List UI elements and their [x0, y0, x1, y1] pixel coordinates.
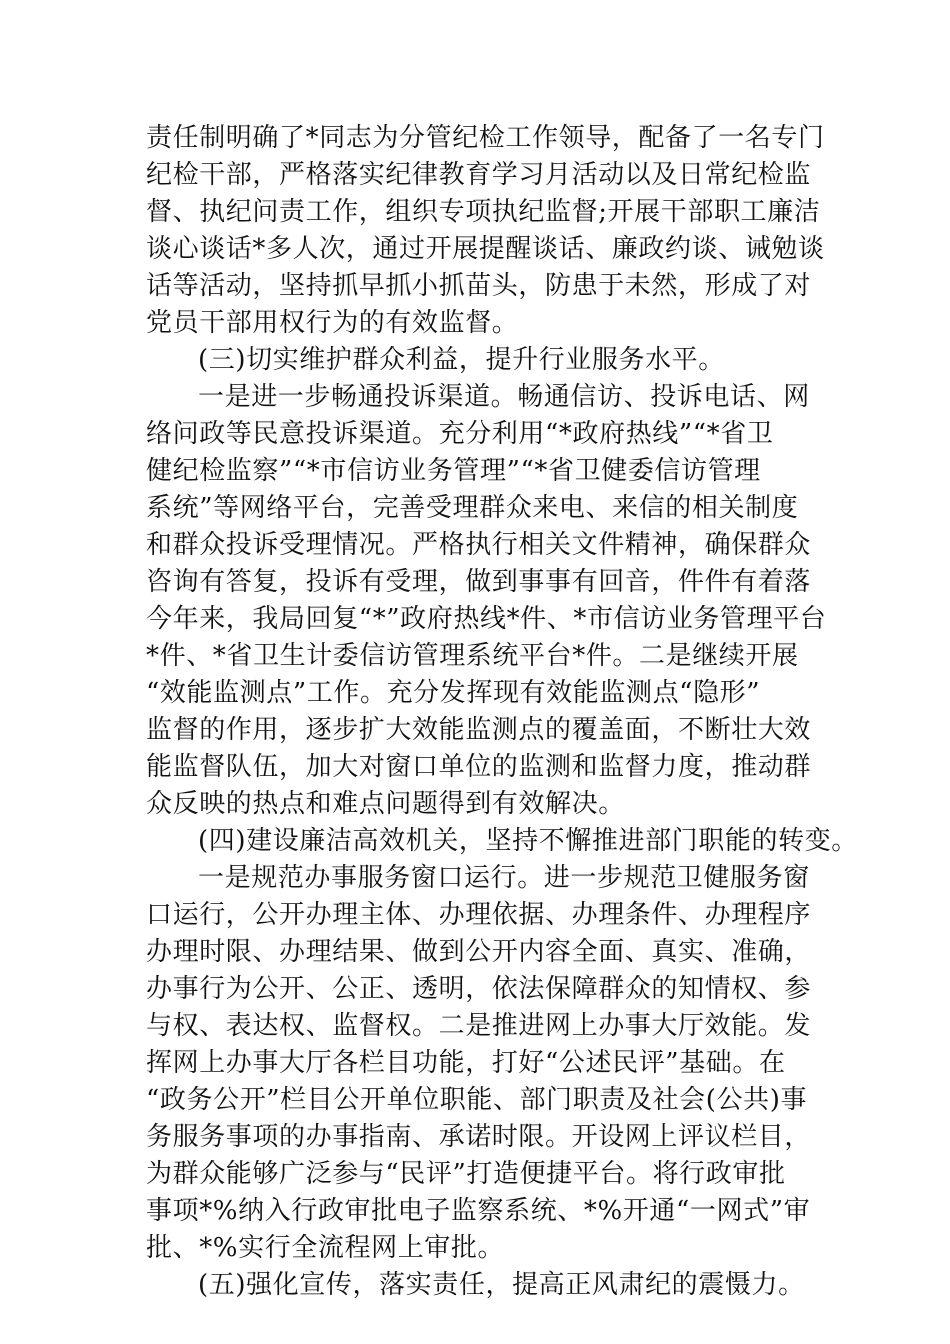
text-line: 与权、表达权、监督权。二是推进网上办事大厅效能。发: [146, 1011, 812, 1041]
text-line: *件、*省卫生计委信访管理系统平台*件。二是继续开展: [146, 641, 799, 671]
text-line: 一是规范办事服务窗口运行。进一步规范卫健服务窗: [198, 863, 810, 893]
text-line: 众反映的热点和难点问题得到有效解决。: [146, 789, 625, 819]
text-line: 督、执纪问责工作，组织专项执纪监督;开展干部职工廉洁: [146, 197, 821, 227]
text-line: 能监督队伍，加大对窗口单位的监测和监督力度，推动群: [146, 752, 812, 782]
text-line: 办理时限、办理结果、做到公开内容全面、真实、准确，: [146, 937, 812, 967]
text-line: 纪检干部，严格落实纪律教育学习月活动以及日常纪检监: [146, 160, 812, 190]
section-heading: (五)强化宣传，落实责任，提高正风肃纪的震慑力。: [198, 1270, 805, 1300]
text-line: 今年来，我局回复“*”政府热线*件、*市信访业务管理平台: [146, 604, 827, 634]
text-line: 系统”等网络平台，完善受理群众来电、来信的相关制度: [146, 493, 799, 523]
text-line: 务服务事项的办事指南、承诺时限。开设网上评议栏目，: [146, 1122, 812, 1152]
text-line: 为群众能够广泛参与“民评”打造便捷平台。将行政审批: [146, 1159, 786, 1189]
text-line: 挥网上办事大厅各栏目功能，打好“公述民评”基础。在: [146, 1048, 786, 1078]
text-line: 和群众投诉受理情况。严格执行相关文件精神，确保群众: [146, 530, 812, 560]
text-line: “效能监测点”工作。充分发挥现有效能监测点“隐形”: [146, 678, 761, 708]
text-line: 络问政等民意投诉渠道。充分利用“*政府热线”“*省卫: [146, 419, 774, 449]
text-line: 责任制明确了*同志为分管纪检工作领导，配备了一名专门: [146, 123, 825, 153]
text-line: 监督的作用，逐步扩大效能监测点的覆盖面，不断壮大效: [146, 715, 812, 745]
text-line: “政务公开”栏目公开单位职能、部门职责及社会(公共)事: [146, 1085, 808, 1115]
text-line: 批、*%实行全流程网上审批。: [146, 1233, 505, 1263]
section-heading: (三)切实维护群众利益，提升行业服务水平。: [198, 345, 725, 375]
text-line: 事项*%纳入行政审批电子监察系统、*%开通“一网式”审: [146, 1196, 811, 1226]
text-line: 口运行，公开办理主体、办理依据、办理条件、办理程序: [146, 900, 812, 930]
text-line: 党员干部用权行为的有效监督。: [146, 308, 519, 338]
text-line: 办事行为公开、公正、透明，依法保障群众的知情权、参: [146, 974, 812, 1004]
text-line: 健纪检监察”“*市信访业务管理”“*省卫健委信访管理: [146, 456, 761, 486]
text-line: 谈心谈话*多人次，通过开展提醒谈话、廉政约谈、诫勉谈: [146, 234, 825, 264]
section-heading: (四)建设廉洁高效机关，坚持不懈推进部门职能的转变。: [198, 826, 858, 856]
text-line: 一是进一步畅通投诉渠道。畅通信访、投诉电话、网: [198, 382, 810, 412]
text-line: 话等活动，坚持抓早抓小抓苗头，防患于未然，形成了对: [146, 271, 812, 301]
text-line: 咨询有答复，投诉有受理，做到事事有回音，件件有着落: [146, 567, 812, 597]
